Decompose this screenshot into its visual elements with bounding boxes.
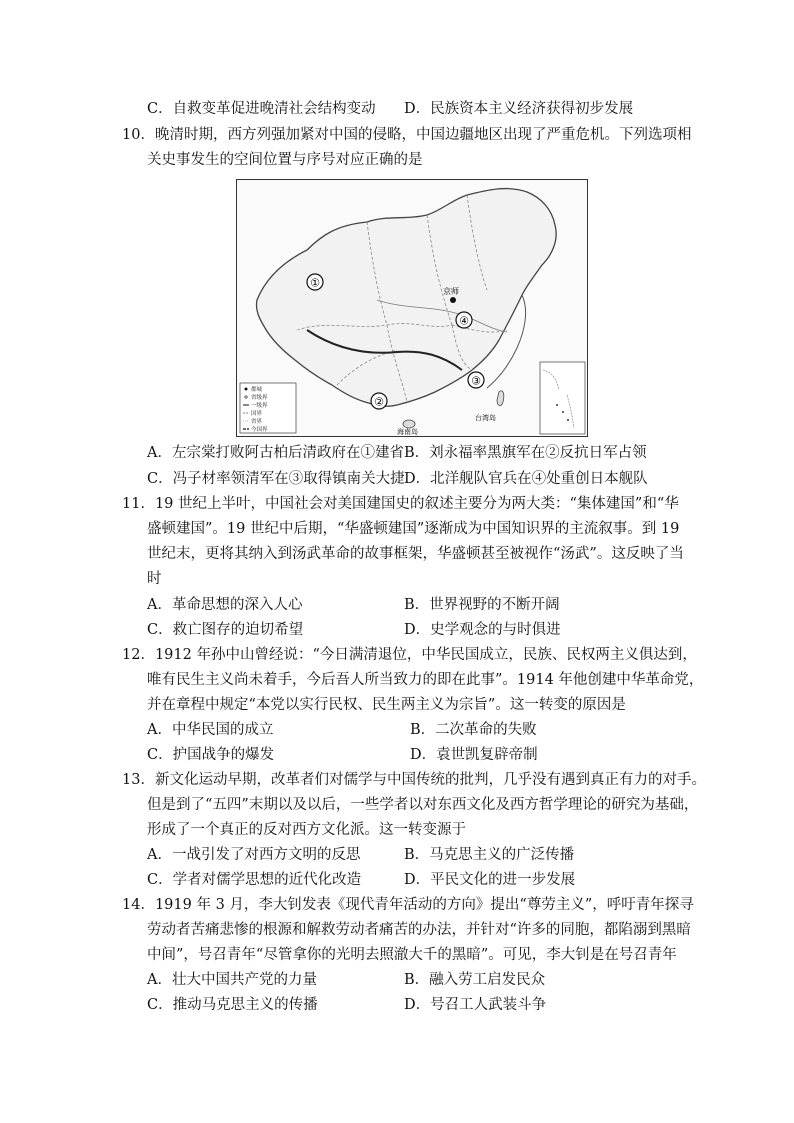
legend-item-3: 一级界	[251, 403, 268, 409]
map-svg	[237, 180, 587, 436]
legend-box	[240, 383, 296, 433]
q13-option-a: A．一战引发了对西方文明的反思	[147, 847, 361, 863]
q14-stem-line-3: 中间”，号召青年“尽管拿你的光明去照澈大千的黑暗”。可见，李大钊是在号召青年	[147, 947, 677, 963]
q12-option-b: B．二次革命的失败	[410, 722, 537, 738]
q10-stem-line-2: 关史事发生的空间位置与序号对应正确的是	[147, 152, 423, 168]
q11-option-b: B．世界视野的不断开阔	[404, 597, 560, 613]
map-territory-outline	[256, 189, 556, 407]
q12-option-c: C．护国战争的爆发	[147, 747, 275, 763]
q14-option-b: B．融入劳工启发民众	[404, 972, 546, 988]
q10-stem-line-1: 10．晚清时期，西方列强加紧对中国的侵略，中国边疆地区出现了严重危机。下列选项相	[122, 127, 692, 143]
south-china-sea-inset	[540, 362, 585, 434]
marker-3-label: ③	[471, 374, 481, 388]
q12-stem-line-1: 12．1912 年孙中山曾经说：“今日满清退位，中华民国成立，民族、民权两主义俱达到，	[122, 647, 697, 663]
q13-option-b: B．马克思主义的广泛传播	[404, 847, 575, 863]
q11-stem-line-3: 世纪末，更将其纳入到汤武革命的故事框架，华盛顿甚至被视作“汤武”。这反映了当	[147, 546, 684, 562]
capital-dot	[450, 297, 456, 303]
q13-option-d: D．平民文化的进一步发展	[404, 872, 576, 888]
legend-item-6: 今国界	[251, 427, 268, 433]
q12-option-a: A．中华民国的成立	[147, 722, 274, 738]
q14-stem-line-1: 14．1919 年 3 月，李大钊发表《现代青年活动的方向》提出“尊劳主义”，呼吁青年探寻	[122, 897, 694, 913]
hainan-label: 海南岛	[397, 428, 418, 436]
q14-option-a: A．壮大中国共产党的力量	[147, 972, 317, 988]
q13-stem-line-2: 但是到了“五四”末期以及以后，一些学者以对东西文化及西方哲学理论的研究为基础，	[147, 797, 699, 813]
q11-stem-line-1: 11．19 世纪上半叶，中国社会对美国建国史的叙述主要分为两大类：“集体建国”和“华	[122, 496, 679, 512]
q9-option-c: C．自救变革促进晚清社会结构变动	[147, 101, 376, 117]
q11-stem-line-4: 时	[147, 571, 162, 587]
china-late-qing-map	[236, 179, 588, 437]
q14-option-c: C．推动马克思主义的传播	[147, 997, 318, 1013]
q10-option-a: A．左宗棠打败阿古柏后清政府在①建省	[147, 445, 404, 461]
q11-stem-line-2: 盛顿建国”。19 世纪中后期，“华盛顿建国”逐渐成为中国知识界的主流叙事。到 19	[147, 521, 680, 537]
q14-stem-line-2: 劳动者苦痛悲惨的根源和解救劳动者痛苦的办法，并针对“许多的同胞，都陷溺到黑暗	[147, 922, 691, 938]
q10-option-b: B．刘永福率黑旗军在②反抗日军占领	[404, 445, 647, 461]
q11-option-a: A．革命思想的深入人心	[147, 597, 303, 613]
capital-label: 京师	[443, 287, 459, 296]
legend-item-5: 省界	[251, 419, 263, 425]
taiwan-island	[497, 391, 504, 406]
q10-option-d: D．北洋舰队官兵在④处重创日本舰队	[404, 471, 648, 487]
legend-item-4: 国界	[251, 411, 263, 417]
legend-item-2: 省级界	[251, 395, 268, 401]
q13-option-c: C．学者对儒学思想的近代化改造	[147, 872, 362, 888]
q13-stem-line-3: 形成了一个真正的反对西方文化派。这一转变源于	[147, 822, 466, 838]
legend-item-1: 都城	[251, 387, 263, 393]
taiwan-label: 台湾岛	[475, 414, 496, 422]
q9-option-d: D．民族资本主义经济获得初步发展	[404, 101, 634, 117]
q12-stem-line-3: 并在章程中规定“本党以实行民权、民生两主义为宗旨”。这一转变的原因是	[147, 697, 626, 713]
q11-option-c: C．救亡图存的迫切希望	[147, 622, 304, 638]
q10-option-c: C．冯子材率领清军在③取得镇南关大捷	[147, 471, 405, 487]
marker-2-label: ②	[374, 395, 384, 409]
marker-4-label: ④	[459, 314, 469, 328]
q12-stem-line-2: 唯有民生主义尚未着手，今后吾人所当致力的即在此事”。1914 年他创建中华革命党，	[147, 672, 704, 688]
marker-1-label: ①	[310, 276, 320, 290]
hainan-island	[403, 420, 415, 428]
q14-option-d: D．号召工人武装斗争	[404, 997, 547, 1013]
q11-option-d: D．史学观念的与时俱进	[404, 622, 561, 638]
q13-stem-line-1: 13．新文化运动早期，改革者们对儒学与中国传统的批判，几乎没有遇到真正有力的对手。	[122, 772, 706, 788]
q12-option-d: D．袁世凯复辟帝制	[410, 747, 538, 763]
